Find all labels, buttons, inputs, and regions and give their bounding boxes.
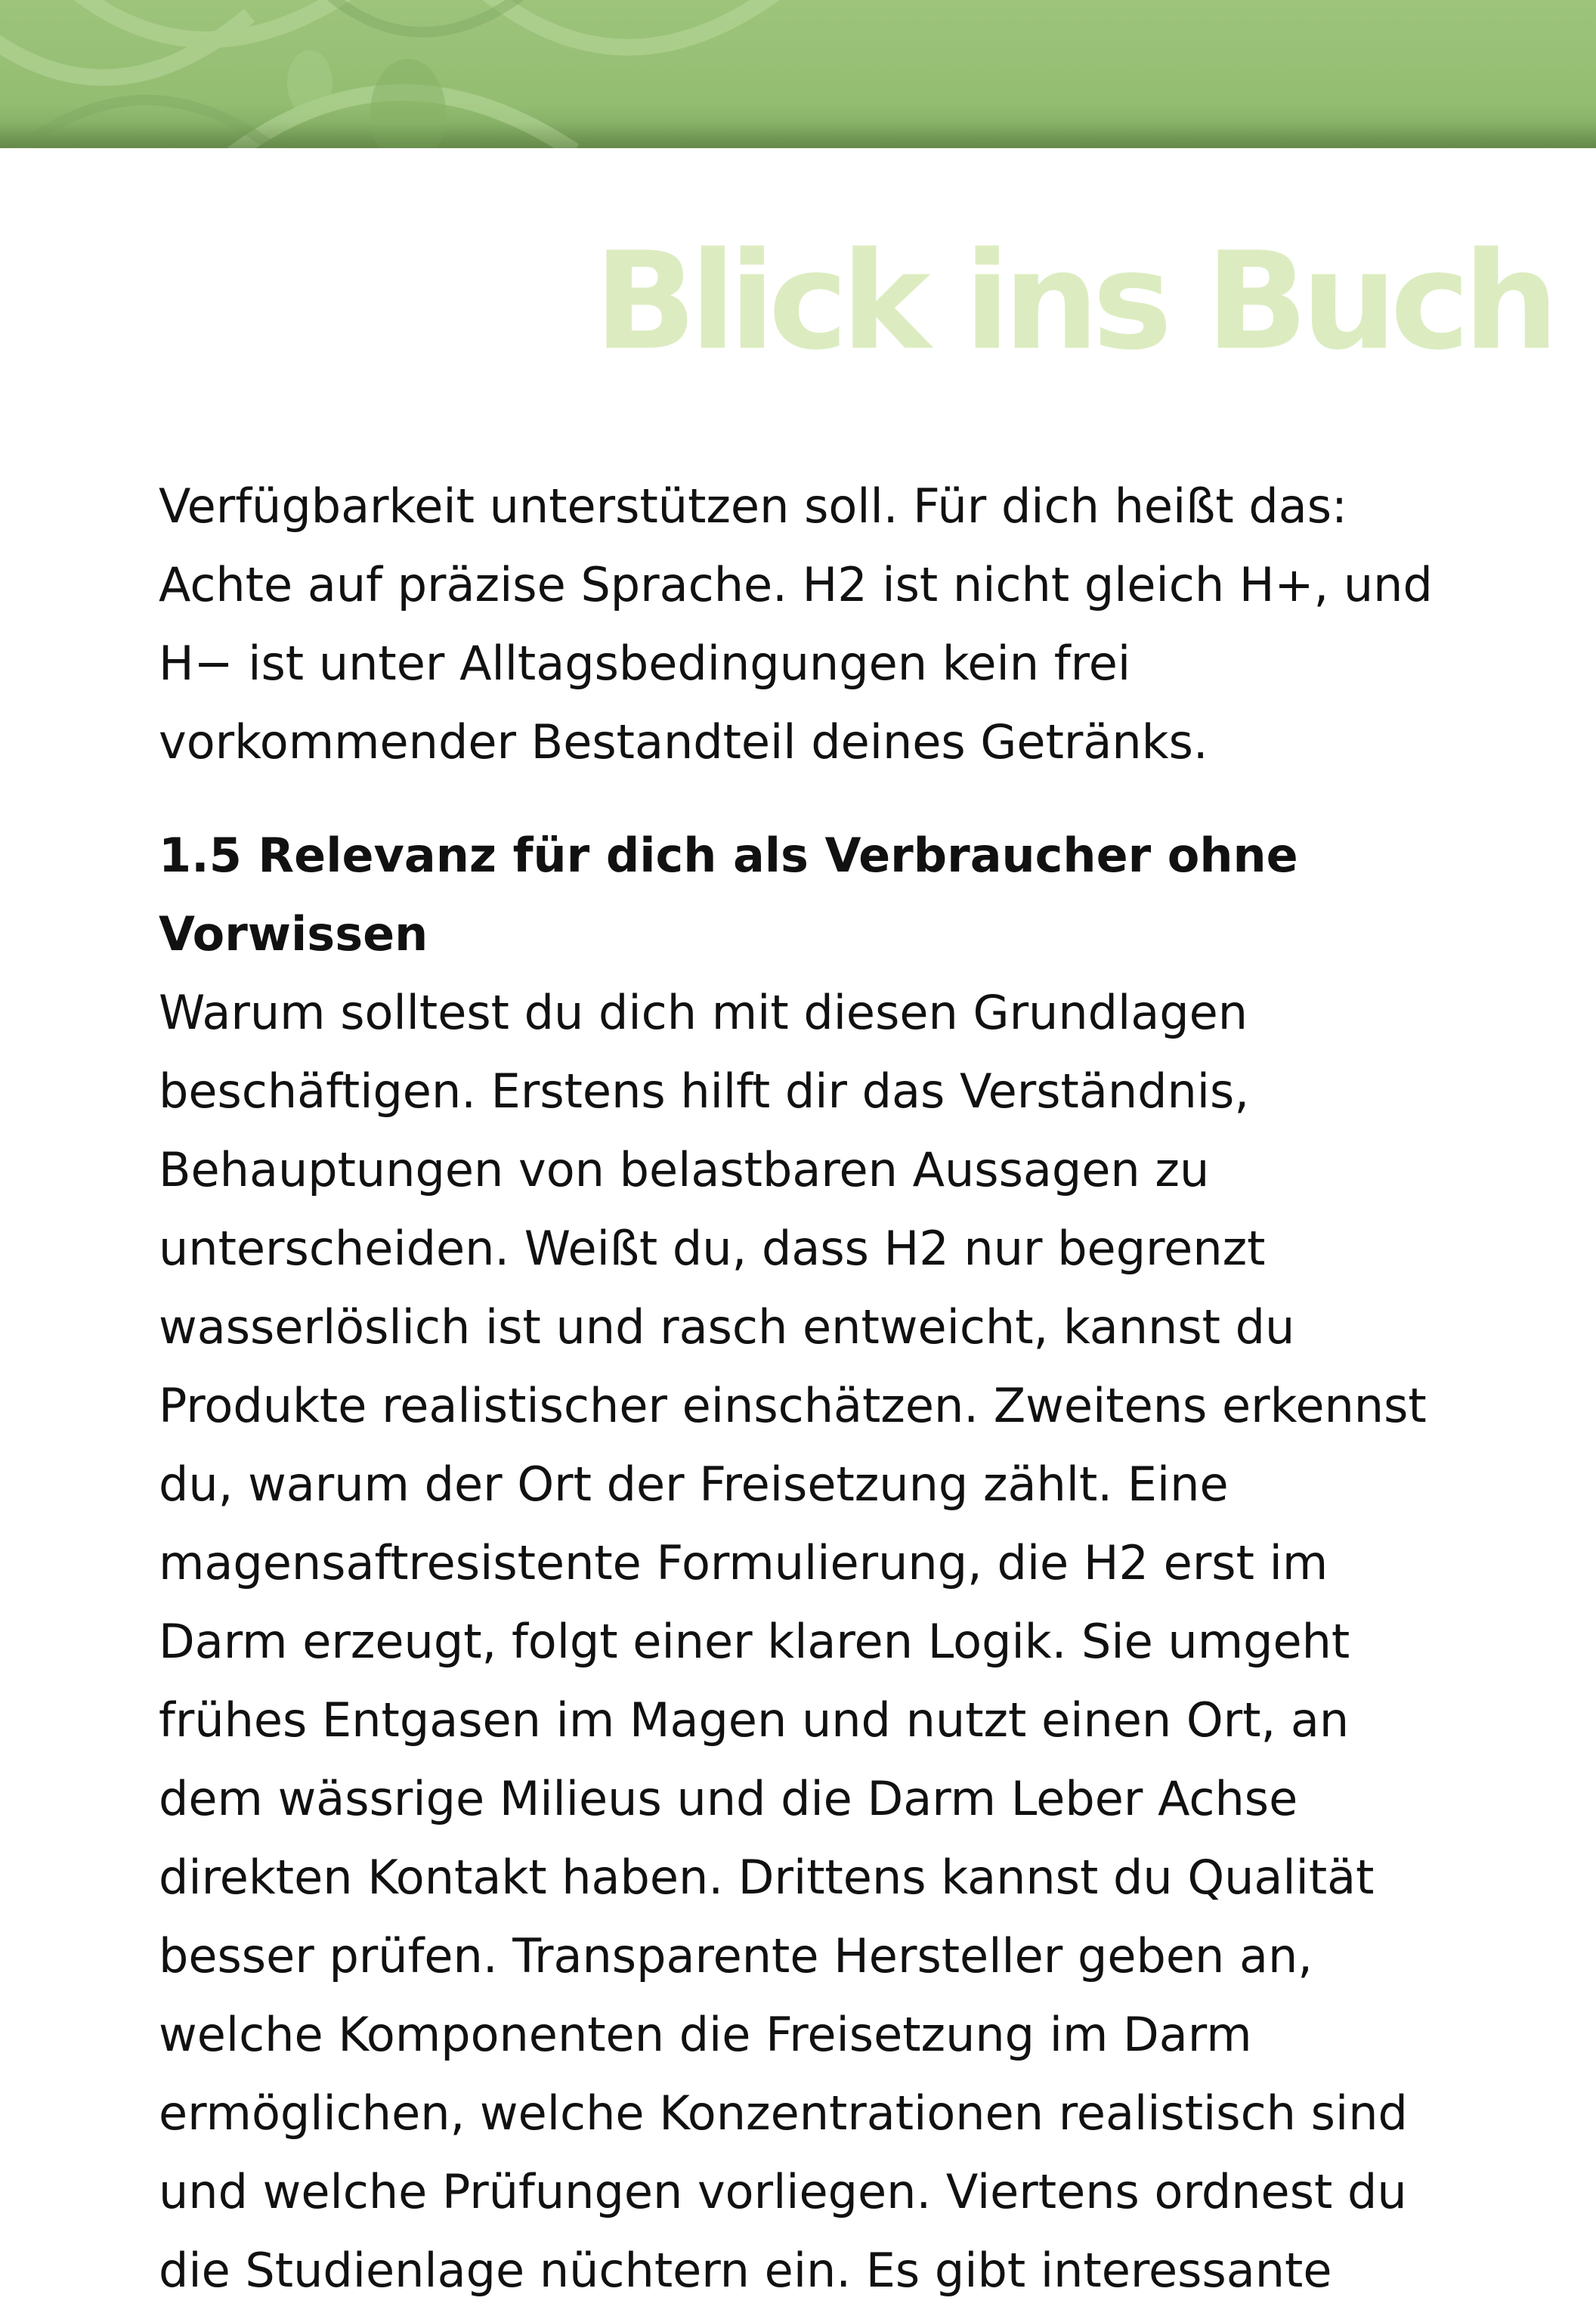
page-title: Blick ins Buch bbox=[594, 223, 1552, 379]
banner-shadow bbox=[0, 122, 1596, 148]
paragraph-relevance: Warum solltest du dich mit diesen Grundlagen beschäftigen. Erstens hilft dir das Verständnis, Behauptungen von belastbaren Aussagen zu unterscheiden. Weißt du, dass H2 nur begrenzt wasserlöslich ist und rasch entweicht, kannst du Produkte realistischer einschätzen. Zweitens erkennst du, warum der Ort der Freisetzung zählt. Eine magensaftresistente Formulierung, die H2 erst im Darm erzeugt, folgt einer klaren Logik. Sie umgeht frühes Entgasen im Magen und nutzt einen Ort, an dem wässrige Milieus und die Darm Leber Achse direkten Kontakt haben. Drittens kannst du Qualität besser prüfen. Transparente Hersteller geben an, welche Komponenten die Freisetzung im Darm ermöglichen, welche Konzentrationen realistisch sind und welche Prüfungen vorliegen. Viertens ordnest du die Studienlage nüchtern ein. Es gibt interessante bbox=[159, 985, 1427, 2298]
book-excerpt bbox=[159, 467, 1458, 2310]
header-banner bbox=[0, 0, 1596, 148]
paragraph-intro: Verfügbarkeit unterstützen soll. Für dich heißt das: Achte auf präzise Sprache. H2 ist nicht gleich H+, und H− ist unter Alltagsbedingungen kein frei vorkommender Bestandteil deines Getränks. bbox=[159, 478, 1433, 769]
section-heading: 1.5 Relevanz für dich als Verbraucher ohne Vorwissen bbox=[159, 828, 1298, 961]
